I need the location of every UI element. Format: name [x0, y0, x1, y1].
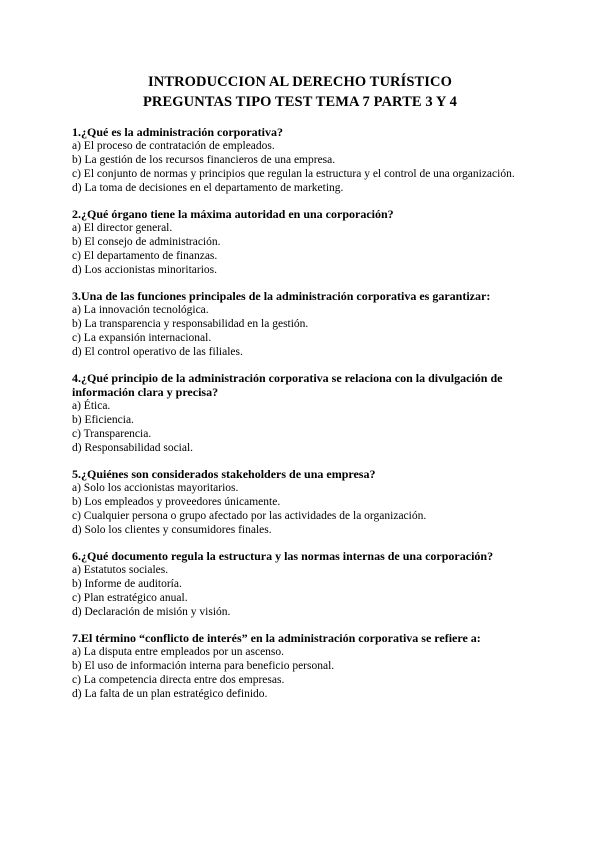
question-text: 4.¿Qué principio de la administración corporativa se relaciona con la divulgación de información clara y precisa? [72, 371, 503, 399]
question-text: 6.¿Qué documento regula la estructura y las normas internas de una corporación? [72, 549, 494, 563]
option-c: c) El conjunto de normas y principios que regulan la estructura y el control de una organización. [72, 168, 515, 180]
option-a: a) Estatutos sociales. [72, 564, 169, 576]
option-c: c) El departamento de finanzas. [72, 250, 218, 262]
question-6 [72, 549, 532, 619]
question-text: 3.Una de las funciones principales de la administración corporativa es garantizar: [72, 289, 491, 303]
document-title: INTRODUCCION AL DERECHO TURÍSTICO [148, 74, 452, 90]
option-b: b) La transparencia y responsabilidad en la gestión. [72, 318, 309, 330]
option-d: d) Los accionistas minoritarios. [72, 264, 217, 276]
option-a: a) La disputa entre empleados por un ascenso. [72, 646, 285, 658]
option-d: d) Solo los clientes y consumidores finales. [72, 524, 272, 536]
question-5 [72, 467, 532, 537]
option-a: a) El director general. [72, 222, 173, 234]
question-3 [72, 289, 532, 359]
question-text: 7.El término “conflicto de interés” en la administración corporativa se refiere a: [72, 631, 481, 645]
question-2 [72, 207, 532, 277]
option-b: b) El uso de información interna para beneficio personal. [72, 660, 335, 672]
option-b: b) Informe de auditoría. [72, 578, 182, 590]
option-a: a) El proceso de contratación de empleados. [72, 140, 275, 152]
option-c: c) Transparencia. [72, 428, 152, 440]
option-c: c) La competencia directa entre dos empresas. [72, 674, 285, 686]
option-b: b) Los empleados y proveedores únicamente. [72, 496, 281, 508]
option-a: a) La innovación tecnológica. [72, 304, 209, 316]
option-a: a) Ética. [72, 400, 111, 412]
question-text: 1.¿Qué es la administración corporativa? [72, 125, 283, 139]
question-4 [72, 371, 532, 455]
option-a: a) Solo los accionistas mayoritarios. [72, 482, 239, 494]
document-subtitle: PREGUNTAS TIPO TEST TEMA 7 PARTE 3 Y 4 [142, 94, 458, 110]
option-d: d) Responsabilidad social. [72, 442, 194, 454]
question-text: 5.¿Quiénes son considerados stakeholders de una empresa? [72, 467, 376, 481]
option-b: b) Eficiencia. [72, 414, 134, 426]
option-c: c) Plan estratégico anual. [72, 592, 188, 604]
question-1 [72, 125, 532, 195]
option-d: d) El control operativo de las filiales. [72, 346, 243, 358]
option-d: d) Declaración de misión y visión. [72, 606, 231, 618]
question-text: 2.¿Qué órgano tiene la máxima autoridad en una corporación? [72, 207, 394, 221]
option-c: c) Cualquier persona o grupo afectado por las actividades de la organización. [72, 510, 427, 522]
option-b: b) El consejo de administración. [72, 236, 221, 248]
question-7 [72, 631, 532, 701]
option-d: d) La toma de decisiones en el departamento de marketing. [72, 182, 344, 194]
option-d: d) La falta de un plan estratégico definido. [72, 688, 268, 700]
option-b: b) La gestión de los recursos financieros de una empresa. [72, 154, 336, 166]
question-list [72, 125, 532, 713]
option-c: c) La expansión internacional. [72, 332, 212, 344]
